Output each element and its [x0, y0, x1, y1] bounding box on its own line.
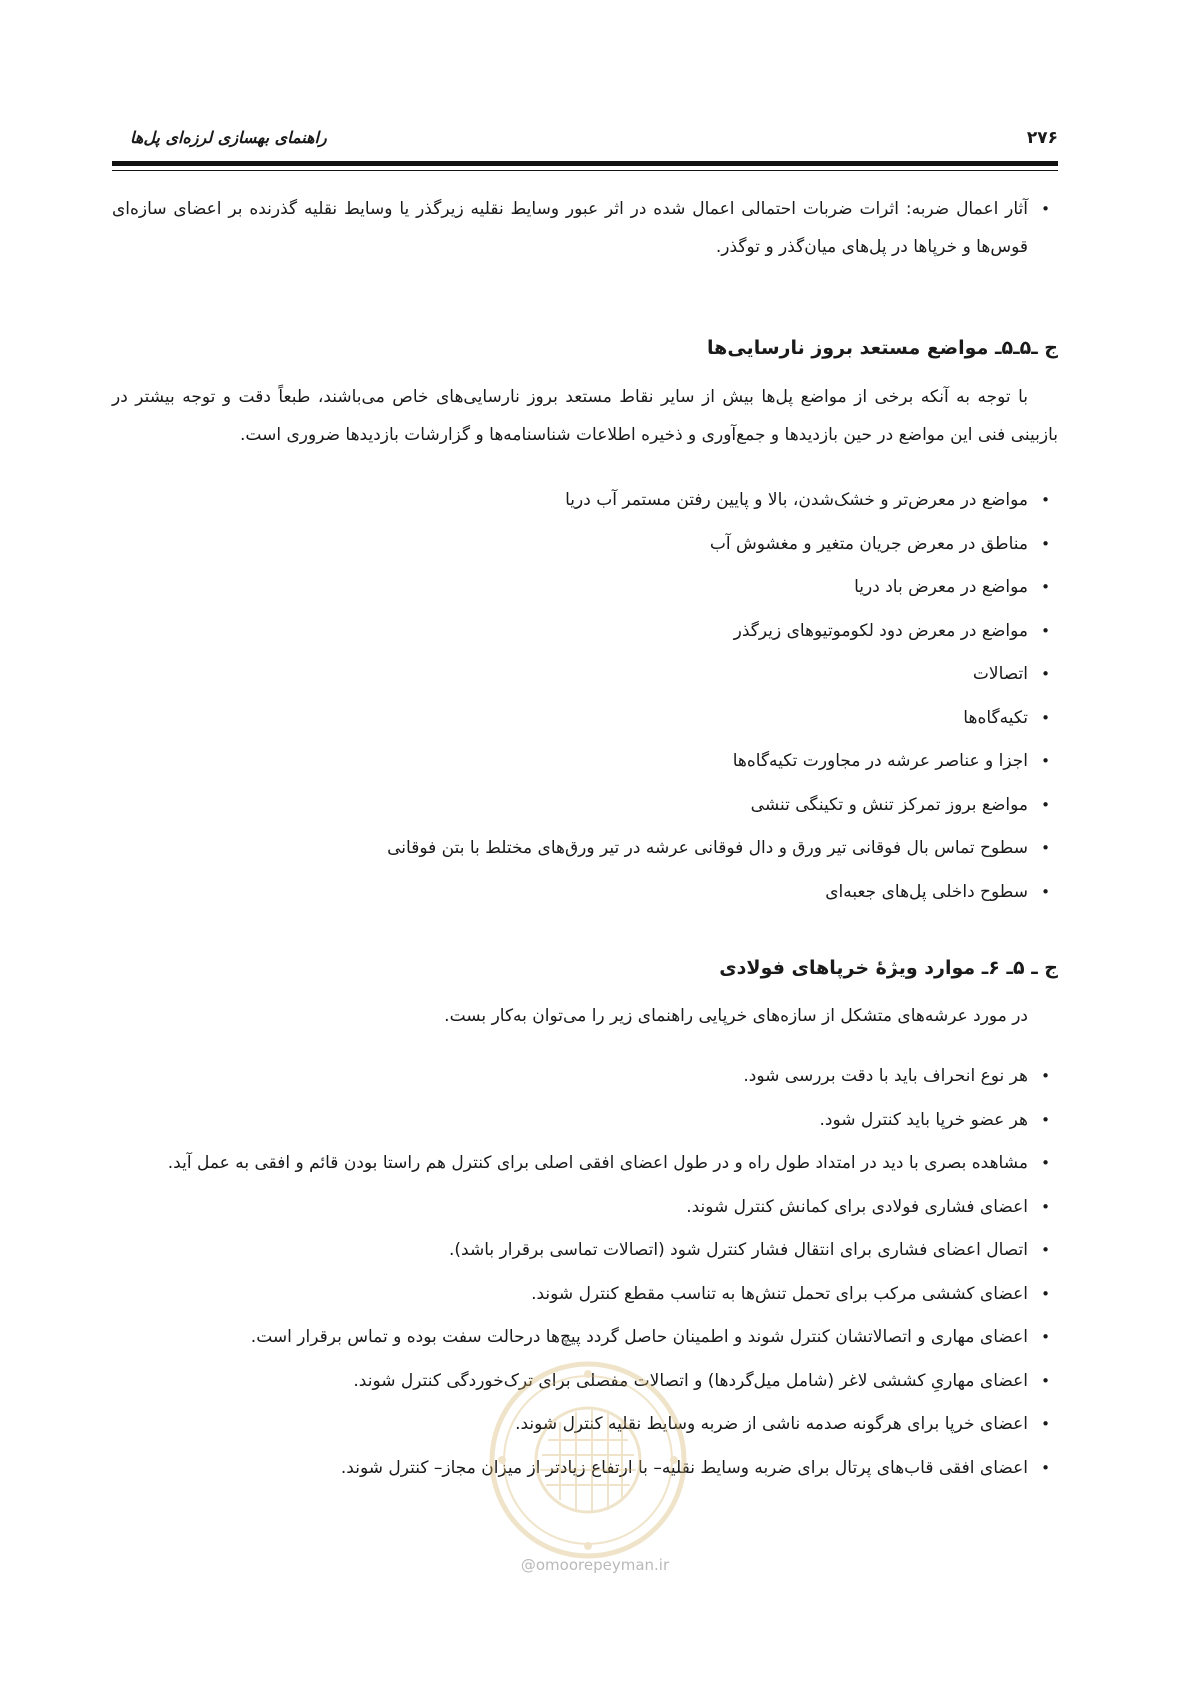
- section-heading-c5: ج ـ۵ـ۵ـ مواضع مستعد بروز نارسایی‌ها: [707, 337, 1058, 359]
- bullet-list-c5: [112, 479, 1058, 914]
- page-header: [112, 128, 1058, 152]
- header-rule-thick: [112, 161, 1058, 166]
- header-rule-thin: [112, 170, 1058, 171]
- list-item: • سطوح داخلی پل‌های جعبه‌ای: [112, 871, 1058, 915]
- list-item: • مواضع در معرض دود لکوموتیوهای زیرگذر: [112, 610, 1058, 654]
- list-item: • اعضای مهاریِ کششی لاغر (شامل میل‌گردها) و اتصالات مفصلی برای ترک‌خوردگی کنترل شوند.: [112, 1360, 1058, 1404]
- list-item: • اتصال اعضای فشاری برای انتقال فشار کنترل شود (اتصالات تماسی برقرار باشد).: [112, 1229, 1058, 1273]
- intro-list: [112, 190, 1058, 266]
- list-item: • مواضع در معرض‌تر و خشک‌شدن، بالا و پایین رفتن مستمر آب دریا: [112, 479, 1058, 523]
- list-item: • هر نوع انحراف باید با دقت بررسی شود.: [112, 1055, 1058, 1099]
- list-item: • اعضای مهاری و اتصالاتشان کنترل شوند و اطمینان حاصل گردد پیچ‌ها درحالت سفت بوده و تماس برقرار است.: [112, 1316, 1058, 1360]
- list-item: • مواضع بروز تمرکز تنش و تکینگی تنشی: [112, 784, 1058, 828]
- list-item: • مناطق در معرض جریان متغیر و مغشوش آب: [112, 523, 1058, 567]
- watermark-seal-icon: [488, 1360, 688, 1560]
- watermark-text: @omoorepeyman.ir: [520, 1556, 670, 1574]
- list-item: • هر عضو خرپا باید کنترل شود.: [112, 1099, 1058, 1143]
- list-item: • مواضع در معرض باد دریا: [112, 566, 1058, 610]
- list-item: • سطوح تماس بال فوقانی تیر ورق و دال فوقانی عرشه در تیر ورق‌های مختلط با بتن فوقانی: [112, 827, 1058, 871]
- list-item: • اعضای فشاری فولادی برای کمانش کنترل شوند.: [112, 1186, 1058, 1230]
- list-item: • اعضای افقی قاب‌های پرتال برای ضربه وسایط نقلیه– با ارتفاع زیادتر از میزان مجاز– کنترل شوند.: [112, 1447, 1058, 1491]
- section-paragraph-c6: در مورد عرشه‌های متشکل از سازه‌های خرپایی راهنمای زیر را می‌توان به‌کار بست.: [444, 1006, 1028, 1026]
- list-item: • تکیه‌گاه‌ها: [112, 697, 1058, 741]
- list-item: • مشاهده بصری با دید در امتداد طول راه و در طول اعضای افقی اصلی برای کنترل هم راستا بودن قائم و افقی به عمل آید.: [112, 1142, 1058, 1186]
- list-item: • اجزا و عناصر عرشه در مجاورت تکیه‌گاه‌ها: [112, 740, 1058, 784]
- list-item: • اعضای کششی مرکب برای تحمل تنش‌ها به تناسب مقطع کنترل شوند.: [112, 1273, 1058, 1317]
- page-number: ۲۷۶: [1026, 128, 1058, 148]
- running-title: راهنمای بهسازی لرزه‌ای پل‌ها: [130, 128, 327, 147]
- intro-bullet: • آثار اعمال ضربه: اثرات ضربات احتمالی اعمال شده در اثر عبور وسایط نقلیه زیرگذر یا وسایط نقلیه گذرنده بر اعضای سازه‌ای قوس‌ها و خرپاها در پل‌های میان‌گذر و توگذر.: [112, 190, 1058, 266]
- list-item: • اعضای خرپا برای هرگونه صدمه ناشی از ضربه وسایط نقلیه کنترل شوند.: [112, 1403, 1058, 1447]
- section-heading-c6: ج ـ ۵ـ ۶ـ موارد ویژهٔ خرپاهای فولادی: [719, 957, 1058, 979]
- list-item: • اتصالات: [112, 653, 1058, 697]
- section-paragraph-c5: با توجه به آنکه برخی از مواضع پل‌ها بیش از سایر نقاط مستعد بروز نارسایی‌های خاص می‌باشند، طبعاً دقت و توجه بیشتر در بازبینی فنی این مواضع در حین بازدیدها و جمع‌آوری و ذخیره اطلاعات شناسنامه‌ها و گزارشات بازدیدها ضروری است.: [112, 387, 1058, 445]
